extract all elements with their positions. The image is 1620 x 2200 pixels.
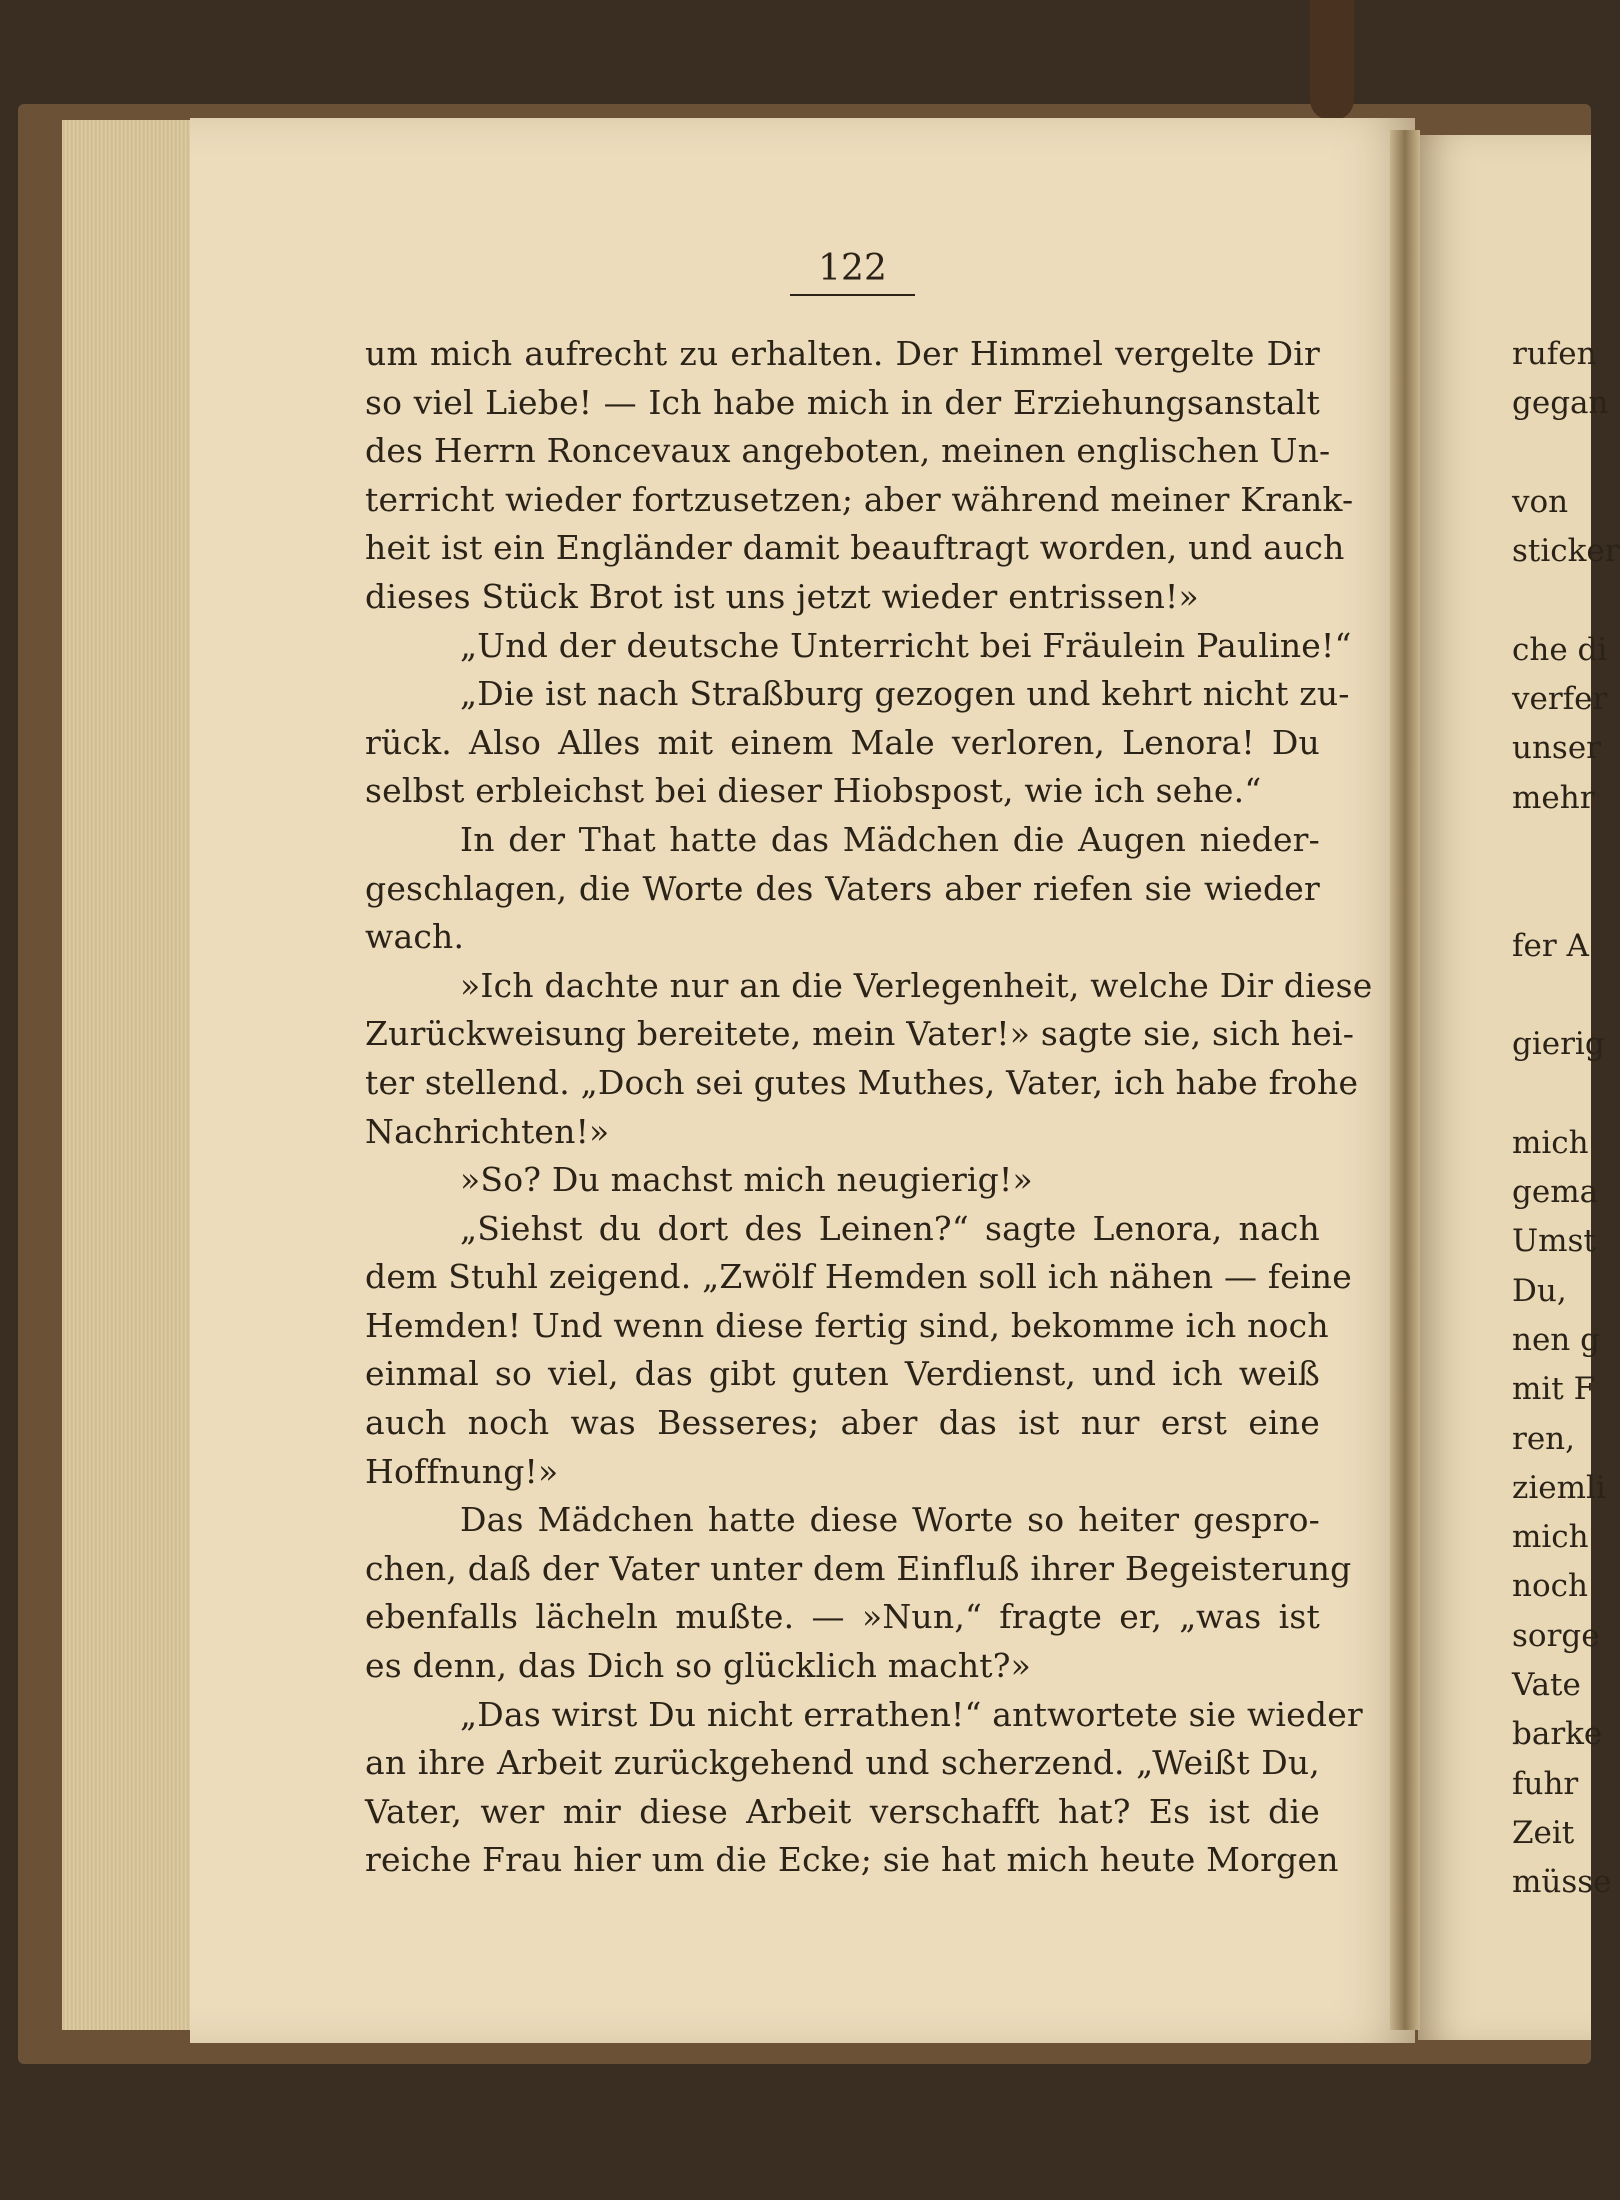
text-line: „Und der deutsche Unterricht bei Fräulein Pauline!“: [460, 625, 1352, 665]
text-fragment: rufen: [1512, 336, 1597, 372]
text-fragment: mich: [1512, 1124, 1589, 1161]
text-fragment: Vate: [1512, 1667, 1581, 1704]
text-line: so viel Liebe! — Ich habe mich in der Erziehungsanstalt: [365, 382, 1320, 422]
text-line: einmal so viel, das gibt guten Verdienst, und ich weiß: [365, 1354, 1320, 1394]
text-fragment: gierig: [1512, 1026, 1605, 1063]
text-line: Hemden! Und wenn diese fertig sind, bekomme ich noch: [365, 1305, 1329, 1345]
text-fragment: Zeit: [1512, 1814, 1575, 1851]
page-number: 122: [818, 248, 887, 289]
text-line: geschlagen, die Worte des Vaters aber riefen sie wieder: [365, 868, 1320, 908]
text-fragment: [1512, 429, 1591, 478]
text-fragment: fer A: [1512, 927, 1589, 964]
text-fragment: mich: [1512, 1519, 1589, 1556]
text-fragment: mit F: [1512, 1371, 1596, 1408]
text-line: selbst erbleichst bei dieser Hiobspost, wie ich sehe.“: [365, 771, 1262, 811]
text-line: des Herrn Roncevaux angeboten, meinen englischen Un-: [365, 431, 1331, 471]
text-line: Das Mädchen hatte diese Worte so heiter gespro-: [460, 1500, 1320, 1540]
text-line: „Die ist nach Straßburg gezogen und kehrt nicht zu-: [460, 674, 1350, 714]
text-line: Zurückweisung bereitete, mein Vater!» sagte sie, sich hei-: [365, 1014, 1355, 1054]
text-line: an ihre Arbeit zurückgehend und scherzend. „Weißt Du,: [365, 1743, 1320, 1783]
text-fragment: [1512, 823, 1591, 872]
text-line: Nachrichten!»: [365, 1111, 610, 1151]
text-fragment: sticker: [1512, 533, 1620, 570]
text-line: terricht wieder fortzusetzen; aber während meiner Krank-: [365, 479, 1354, 519]
text-line: chen, daß der Vater unter dem Einfluß ihrer Begeisterung: [365, 1548, 1352, 1588]
text-line: „Siehst du dort des Leinen?“ sagte Lenora, nach: [460, 1208, 1320, 1248]
text-line: „Das wirst Du nicht errathen!“ antwortete sie wieder: [460, 1694, 1363, 1734]
text-line: um mich aufrecht zu erhalten. Der Himmel vergelte Dir: [365, 334, 1320, 373]
text-fragment: verfer: [1512, 681, 1608, 718]
text-line: es denn, das Dich so glücklich macht?»: [365, 1646, 1032, 1686]
text-fragment: Umst: [1512, 1223, 1596, 1260]
text-line: dem Stuhl zeigend. „Zwölf Hemden soll ich nähen — feine: [365, 1257, 1352, 1297]
text-fragment: Du,: [1512, 1272, 1567, 1309]
text-line: ter stellend. „Doch sei gutes Muthes, Vater, ich habe frohe: [365, 1062, 1359, 1102]
text-fragment: ziemli: [1512, 1469, 1606, 1506]
ribbon-bookmark: [1310, 0, 1354, 120]
text-fragment: sorge: [1512, 1617, 1600, 1654]
text-line: dieses Stück Brot ist uns jetzt wieder entrissen!»: [365, 576, 1199, 616]
text-fragment: mehr: [1512, 779, 1595, 816]
text-line: auch noch was Besseres; aber das ist nur erst eine: [365, 1403, 1320, 1443]
text-line: reiche Frau hier um die Ecke; sie hat mich heute Morgen: [365, 1840, 1339, 1880]
text-fragment: [1512, 1069, 1591, 1118]
text-line: heit ist ein Engländer damit beauftragt worden, und auch: [365, 528, 1345, 568]
text-line: Hoffnung!»: [365, 1451, 559, 1491]
text-fragment: ren,: [1512, 1420, 1575, 1457]
text-line: »So? Du machst mich neugierig!»: [460, 1160, 1033, 1200]
text-fragment: von: [1512, 483, 1569, 520]
text-fragment: [1512, 971, 1591, 1020]
book-gutter: [1390, 130, 1420, 2030]
text-fragment: müsse: [1512, 1864, 1612, 1901]
text-fragment: [1512, 872, 1591, 921]
text-fragment: barke: [1512, 1716, 1603, 1753]
text-fragment: nen g: [1512, 1321, 1600, 1358]
text-fragment: noch: [1512, 1568, 1588, 1605]
text-line: In der That hatte das Mädchen die Augen nieder-: [460, 819, 1320, 859]
text-line: ebenfalls lächeln mußte. — »Nun,“ fragte er, „was ist: [365, 1597, 1320, 1637]
text-fragment: gegan: [1512, 385, 1609, 422]
text-fragment: che di: [1512, 631, 1608, 668]
text-line: »Ich dachte nur an die Verlegenheit, welche Dir diese: [460, 965, 1373, 1005]
text-fragment: fuhr: [1512, 1765, 1579, 1802]
text-fragment: gema: [1512, 1174, 1599, 1211]
right-page-text-fragment: [1512, 330, 1620, 1908]
text-fragment: [1512, 576, 1591, 625]
text-line: wach.: [365, 917, 465, 957]
text-line: rück. Also Alles mit einem Male verloren, Lenora! Du: [365, 722, 1320, 762]
page-edges: [62, 120, 192, 2030]
left-page-text: [365, 330, 1373, 1885]
text-line: Vater, wer mir diese Arbeit verschafft hat? Es ist die: [365, 1791, 1320, 1831]
header-rule: [790, 294, 915, 296]
text-fragment: unser: [1512, 730, 1602, 767]
